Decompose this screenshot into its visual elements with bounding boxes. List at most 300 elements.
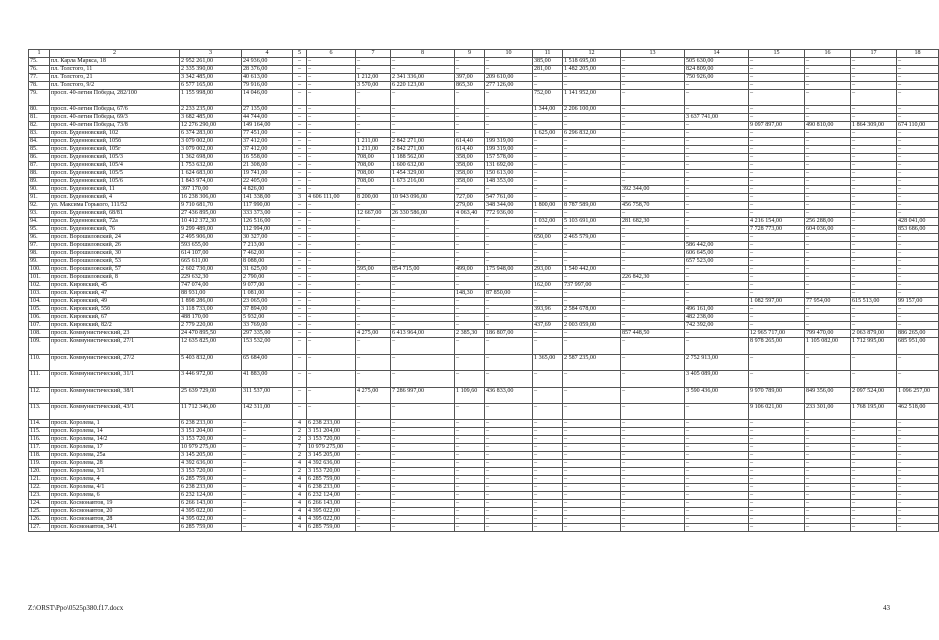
value-cell: – bbox=[242, 484, 293, 492]
value-cell: – bbox=[356, 298, 391, 306]
value-cell: 6 238 233,00 bbox=[307, 484, 356, 492]
value-cell: – bbox=[391, 371, 455, 387]
value-cell: – bbox=[533, 338, 563, 354]
value-cell: – bbox=[455, 298, 485, 306]
value-cell: 747 074,00 bbox=[180, 282, 242, 290]
value-cell: – bbox=[897, 460, 939, 468]
row-number-cell: 86. bbox=[29, 154, 50, 162]
table-row bbox=[29, 234, 939, 242]
value-cell: – bbox=[485, 122, 533, 130]
value-cell: – bbox=[356, 371, 391, 387]
value-cell: – bbox=[356, 338, 391, 354]
value-cell: 750 926,00 bbox=[685, 74, 749, 82]
value-cell: – bbox=[356, 186, 391, 194]
value-cell: 10 943 096,00 bbox=[391, 194, 455, 202]
row-number-cell: 93. bbox=[29, 210, 50, 218]
value-cell: – bbox=[307, 274, 356, 282]
value-cell: 614,40 bbox=[455, 146, 485, 154]
value-cell: – bbox=[749, 154, 805, 162]
value-cell: – bbox=[485, 274, 533, 282]
table-row bbox=[29, 90, 939, 106]
table-row bbox=[29, 74, 939, 82]
value-cell: – bbox=[293, 146, 307, 154]
value-cell: – bbox=[805, 290, 851, 298]
value-cell: – bbox=[485, 500, 533, 508]
value-cell: – bbox=[356, 90, 391, 106]
value-cell: 3 079 002,00 bbox=[180, 146, 242, 154]
value-cell: 708,00 bbox=[356, 178, 391, 186]
value-cell: – bbox=[307, 371, 356, 387]
value-cell: – bbox=[897, 162, 939, 170]
value-cell: 1 454 329,00 bbox=[391, 170, 455, 178]
value-cell: – bbox=[563, 330, 621, 338]
value-cell: – bbox=[621, 444, 685, 452]
address-cell: просп. Коммунистический, 27/2 bbox=[50, 354, 180, 370]
value-cell: – bbox=[563, 274, 621, 282]
value-cell: – bbox=[391, 282, 455, 290]
address-cell: просп. Королева, 14 bbox=[50, 428, 180, 436]
value-cell: – bbox=[307, 226, 356, 234]
value-cell: – bbox=[356, 202, 391, 210]
row-number-cell: 125. bbox=[29, 508, 50, 516]
value-cell: 397,00 bbox=[455, 74, 485, 82]
value-cell: – bbox=[356, 218, 391, 226]
value-cell: – bbox=[563, 146, 621, 154]
value-cell: – bbox=[897, 314, 939, 322]
value-cell: 1 096 257,00 bbox=[897, 387, 939, 403]
table-row bbox=[29, 484, 939, 492]
value-cell: – bbox=[293, 178, 307, 186]
value-cell: 186 807,00 bbox=[485, 330, 533, 338]
value-cell: 4 826,00 bbox=[242, 186, 293, 194]
value-cell: – bbox=[455, 242, 485, 250]
address-cell: ул. Максима Горького, 111/52 bbox=[50, 202, 180, 210]
value-cell: – bbox=[749, 322, 805, 330]
address-cell: просп. 40-летия Победы, 73/8 bbox=[50, 122, 180, 130]
value-cell: 8 200,00 bbox=[356, 194, 391, 202]
value-cell: – bbox=[897, 210, 939, 218]
value-cell: – bbox=[621, 468, 685, 476]
value-cell: 4 bbox=[293, 516, 307, 524]
value-cell: – bbox=[897, 234, 939, 242]
value-cell: – bbox=[242, 476, 293, 484]
value-cell: – bbox=[621, 387, 685, 403]
value-cell: 16 238 306,00 bbox=[180, 194, 242, 202]
value-cell: – bbox=[749, 371, 805, 387]
value-cell: – bbox=[455, 58, 485, 66]
value-cell: 6 232 124,00 bbox=[180, 492, 242, 500]
address-cell: просп. Буденновский, 68/81 bbox=[50, 210, 180, 218]
value-cell: – bbox=[485, 106, 533, 114]
table-row bbox=[29, 420, 939, 428]
address-cell: просп. Королева, 4/1 bbox=[50, 484, 180, 492]
value-cell: – bbox=[485, 492, 533, 500]
table-row bbox=[29, 387, 939, 403]
value-cell: – bbox=[356, 444, 391, 452]
address-cell: просп. Буденновский, 76 bbox=[50, 226, 180, 234]
value-cell: 4 bbox=[293, 420, 307, 428]
value-cell: – bbox=[685, 524, 749, 532]
value-cell: – bbox=[455, 106, 485, 114]
value-cell: 3 153 720,00 bbox=[307, 436, 356, 444]
value-cell: 2 206 100,00 bbox=[563, 106, 621, 114]
value-cell: – bbox=[685, 420, 749, 428]
value-cell: – bbox=[749, 516, 805, 524]
value-cell: – bbox=[805, 138, 851, 146]
value-cell: – bbox=[455, 258, 485, 266]
value-cell: 77 954,00 bbox=[805, 298, 851, 306]
value-cell: 505 630,00 bbox=[685, 58, 749, 66]
value-cell: – bbox=[533, 460, 563, 468]
table-row bbox=[29, 354, 939, 370]
value-cell: – bbox=[621, 162, 685, 170]
value-cell: – bbox=[293, 138, 307, 146]
value-cell: – bbox=[897, 452, 939, 460]
value-cell: – bbox=[851, 524, 897, 532]
value-cell: – bbox=[749, 210, 805, 218]
row-number-cell: 81. bbox=[29, 114, 50, 122]
row-number-cell: 109. bbox=[29, 338, 50, 354]
value-cell: – bbox=[293, 186, 307, 194]
value-cell: – bbox=[533, 210, 563, 218]
value-cell: 1 624 683,00 bbox=[180, 170, 242, 178]
value-cell: – bbox=[455, 371, 485, 387]
value-cell: – bbox=[621, 306, 685, 314]
value-cell: – bbox=[455, 314, 485, 322]
address-cell: просп. Королева, 3/1 bbox=[50, 468, 180, 476]
column-number-cell: 4 bbox=[242, 50, 293, 58]
row-number-cell: 87. bbox=[29, 162, 50, 170]
value-cell: – bbox=[307, 282, 356, 290]
value-cell: 7 213,00 bbox=[242, 242, 293, 250]
value-cell: 4 bbox=[293, 500, 307, 508]
table-row bbox=[29, 274, 939, 282]
address-cell: просп. Буденновский, 105/3 bbox=[50, 154, 180, 162]
value-cell: 488 170,00 bbox=[180, 314, 242, 322]
footer-file-path: Z:\ORST\Ppo\0525p380.f17.docx bbox=[28, 604, 124, 612]
value-cell: – bbox=[749, 306, 805, 314]
table-row bbox=[29, 500, 939, 508]
value-cell: 19 741,00 bbox=[242, 170, 293, 178]
value-cell: – bbox=[897, 130, 939, 138]
value-cell: – bbox=[851, 371, 897, 387]
value-cell: – bbox=[851, 436, 897, 444]
address-cell: просп. Кировский, 47 bbox=[50, 290, 180, 298]
value-cell: – bbox=[685, 452, 749, 460]
value-cell: – bbox=[805, 178, 851, 186]
value-cell: 7 286 997,00 bbox=[391, 387, 455, 403]
value-cell: – bbox=[485, 420, 533, 428]
value-cell: – bbox=[621, 90, 685, 106]
value-cell: – bbox=[685, 484, 749, 492]
value-cell: 1 081,00 bbox=[242, 290, 293, 298]
value-cell: – bbox=[356, 468, 391, 476]
table-row bbox=[29, 58, 939, 66]
value-cell: – bbox=[293, 226, 307, 234]
row-number-cell: 115. bbox=[29, 428, 50, 436]
value-cell: – bbox=[563, 162, 621, 170]
value-cell: – bbox=[749, 234, 805, 242]
value-cell: – bbox=[455, 500, 485, 508]
value-cell: – bbox=[293, 74, 307, 82]
table-row bbox=[29, 314, 939, 322]
value-cell: – bbox=[533, 452, 563, 460]
value-cell: 1 625,00 bbox=[533, 130, 563, 138]
table-row bbox=[29, 210, 939, 218]
value-cell: – bbox=[485, 58, 533, 66]
value-cell: 79 916,00 bbox=[242, 82, 293, 90]
row-number-cell: 95. bbox=[29, 226, 50, 234]
value-cell: – bbox=[533, 314, 563, 322]
column-number-cell: 9 bbox=[455, 50, 485, 58]
value-cell: – bbox=[805, 436, 851, 444]
value-cell: – bbox=[805, 202, 851, 210]
table-row bbox=[29, 436, 939, 444]
value-cell: – bbox=[805, 354, 851, 370]
value-cell: 142 311,00 bbox=[242, 403, 293, 419]
value-cell: – bbox=[455, 186, 485, 194]
value-cell: 4 392 636,00 bbox=[307, 460, 356, 468]
value-cell: – bbox=[897, 516, 939, 524]
value-cell: – bbox=[455, 468, 485, 476]
value-cell: – bbox=[851, 226, 897, 234]
page-number: 43 bbox=[883, 604, 890, 612]
value-cell: – bbox=[533, 428, 563, 436]
value-cell: – bbox=[851, 460, 897, 468]
table-row bbox=[29, 162, 939, 170]
value-cell: 281,00 bbox=[533, 66, 563, 74]
value-cell: 6 285 759,00 bbox=[307, 524, 356, 532]
value-cell: – bbox=[897, 282, 939, 290]
value-cell: – bbox=[455, 403, 485, 419]
value-cell: 2 465 579,00 bbox=[563, 234, 621, 242]
value-cell: 256 288,00 bbox=[805, 218, 851, 226]
value-cell: – bbox=[621, 66, 685, 74]
value-cell: 157 578,00 bbox=[485, 154, 533, 162]
address-cell: просп. Королева, 1 bbox=[50, 420, 180, 428]
document-sheet bbox=[28, 49, 930, 532]
value-cell: 3 145 205,00 bbox=[180, 452, 242, 460]
value-cell: 3 153 720,00 bbox=[180, 436, 242, 444]
value-cell: – bbox=[621, 234, 685, 242]
address-cell: просп. 40-летия Победы, 282/100 bbox=[50, 90, 180, 106]
address-cell: просп. Буденновский, 105б bbox=[50, 138, 180, 146]
value-cell: – bbox=[356, 460, 391, 468]
row-number-cell: 82. bbox=[29, 122, 50, 130]
value-cell: – bbox=[533, 371, 563, 387]
row-number-cell: 123. bbox=[29, 492, 50, 500]
value-cell: – bbox=[685, 82, 749, 90]
value-cell: 2 584 678,00 bbox=[563, 306, 621, 314]
value-cell: – bbox=[455, 354, 485, 370]
value-cell: 490 810,00 bbox=[805, 122, 851, 130]
column-number-cell: 17 bbox=[851, 50, 897, 58]
row-number-cell: 99. bbox=[29, 258, 50, 266]
value-cell: – bbox=[293, 242, 307, 250]
value-cell: – bbox=[621, 484, 685, 492]
address-cell: просп. Королева, 25a bbox=[50, 452, 180, 460]
value-cell: 14 046,00 bbox=[242, 90, 293, 106]
value-cell: – bbox=[356, 500, 391, 508]
column-number-cell: 6 bbox=[307, 50, 356, 58]
value-cell: – bbox=[307, 266, 356, 274]
value-cell: – bbox=[485, 226, 533, 234]
value-cell: 9 077,00 bbox=[242, 282, 293, 290]
value-cell: – bbox=[391, 500, 455, 508]
value-cell: – bbox=[455, 338, 485, 354]
value-cell: – bbox=[621, 138, 685, 146]
value-cell: – bbox=[356, 106, 391, 114]
value-cell: – bbox=[391, 452, 455, 460]
value-cell: – bbox=[851, 282, 897, 290]
value-cell: 4 275,00 bbox=[356, 387, 391, 403]
value-cell: – bbox=[749, 106, 805, 114]
value-cell: – bbox=[485, 508, 533, 516]
value-cell: – bbox=[851, 290, 897, 298]
value-cell: – bbox=[485, 452, 533, 460]
value-cell: – bbox=[242, 468, 293, 476]
value-cell: 462 518,00 bbox=[897, 403, 939, 419]
value-cell: – bbox=[533, 492, 563, 500]
value-cell: – bbox=[851, 258, 897, 266]
value-cell: – bbox=[485, 524, 533, 532]
value-cell: – bbox=[307, 290, 356, 298]
value-cell: – bbox=[242, 508, 293, 516]
value-cell: – bbox=[563, 186, 621, 194]
value-cell: – bbox=[749, 66, 805, 74]
value-cell: – bbox=[485, 66, 533, 74]
value-cell: 7 728 773,00 bbox=[749, 226, 805, 234]
row-number-cell: 75. bbox=[29, 58, 50, 66]
value-cell: 65 684,00 bbox=[242, 354, 293, 370]
table-row bbox=[29, 258, 939, 266]
value-cell: – bbox=[621, 258, 685, 266]
value-cell: – bbox=[897, 258, 939, 266]
value-cell: – bbox=[685, 290, 749, 298]
value-cell: – bbox=[356, 492, 391, 500]
value-cell: – bbox=[897, 508, 939, 516]
value-cell: – bbox=[685, 436, 749, 444]
row-number-cell: 119. bbox=[29, 460, 50, 468]
value-cell: – bbox=[485, 186, 533, 194]
value-cell: – bbox=[455, 322, 485, 330]
value-cell: 358,00 bbox=[455, 178, 485, 186]
value-cell: 10 979 275,00 bbox=[307, 444, 356, 452]
value-cell: – bbox=[805, 500, 851, 508]
value-cell: – bbox=[563, 154, 621, 162]
value-cell: – bbox=[685, 266, 749, 274]
value-cell: 824 809,00 bbox=[685, 66, 749, 74]
value-cell: – bbox=[485, 242, 533, 250]
value-cell: – bbox=[242, 492, 293, 500]
value-cell: – bbox=[391, 66, 455, 74]
value-cell: – bbox=[621, 74, 685, 82]
value-cell: – bbox=[455, 476, 485, 484]
table-row bbox=[29, 202, 939, 210]
table-row bbox=[29, 452, 939, 460]
value-cell: – bbox=[897, 290, 939, 298]
column-number-cell: 7 bbox=[356, 50, 391, 58]
value-cell: – bbox=[391, 298, 455, 306]
value-cell: 4 bbox=[293, 508, 307, 516]
row-number-cell: 83. bbox=[29, 130, 50, 138]
row-number-cell: 94. bbox=[29, 218, 50, 226]
value-cell: 8 787 589,00 bbox=[563, 202, 621, 210]
value-cell: 148 353,00 bbox=[485, 178, 533, 186]
value-cell: 41 883,00 bbox=[242, 371, 293, 387]
value-cell: – bbox=[897, 428, 939, 436]
value-cell: – bbox=[293, 403, 307, 419]
row-number-cell: 121. bbox=[29, 476, 50, 484]
value-cell: 27 436 895,00 bbox=[180, 210, 242, 218]
value-cell: – bbox=[685, 146, 749, 154]
row-number-cell: 100. bbox=[29, 266, 50, 274]
value-cell: – bbox=[242, 444, 293, 452]
value-cell: – bbox=[307, 162, 356, 170]
table-row bbox=[29, 306, 939, 314]
value-cell: – bbox=[897, 106, 939, 114]
row-number-cell: 122. bbox=[29, 484, 50, 492]
value-cell: – bbox=[391, 258, 455, 266]
row-number-cell: 124. bbox=[29, 500, 50, 508]
value-cell: – bbox=[621, 338, 685, 354]
value-cell: – bbox=[749, 58, 805, 66]
value-cell: 2 bbox=[293, 468, 307, 476]
value-cell: 10 412 372,30 bbox=[180, 218, 242, 226]
value-cell: – bbox=[851, 130, 897, 138]
value-cell: 12 276 290,00 bbox=[180, 122, 242, 130]
value-cell: – bbox=[563, 258, 621, 266]
value-cell: – bbox=[685, 202, 749, 210]
value-cell: – bbox=[533, 258, 563, 266]
value-cell: – bbox=[356, 420, 391, 428]
value-cell: – bbox=[749, 194, 805, 202]
table-row bbox=[29, 322, 939, 330]
value-cell: – bbox=[293, 82, 307, 90]
value-cell: – bbox=[685, 210, 749, 218]
value-cell: – bbox=[851, 218, 897, 226]
value-cell: – bbox=[621, 354, 685, 370]
value-cell: 857 448,50 bbox=[621, 330, 685, 338]
value-cell: – bbox=[805, 524, 851, 532]
value-cell: – bbox=[851, 58, 897, 66]
value-cell: – bbox=[805, 66, 851, 74]
value-cell: – bbox=[851, 242, 897, 250]
value-cell: – bbox=[749, 484, 805, 492]
value-cell: 849 356,00 bbox=[805, 387, 851, 403]
value-cell: – bbox=[563, 338, 621, 354]
value-cell: – bbox=[391, 250, 455, 258]
column-number-cell: 18 bbox=[897, 50, 939, 58]
value-cell: – bbox=[897, 476, 939, 484]
value-cell: – bbox=[805, 162, 851, 170]
value-cell: – bbox=[533, 290, 563, 298]
value-cell: – bbox=[805, 154, 851, 162]
value-cell: – bbox=[563, 476, 621, 484]
value-cell: 6 285 759,00 bbox=[180, 476, 242, 484]
value-cell: – bbox=[533, 524, 563, 532]
value-cell: – bbox=[563, 314, 621, 322]
value-cell: – bbox=[533, 226, 563, 234]
value-cell: – bbox=[749, 508, 805, 516]
value-cell: – bbox=[749, 170, 805, 178]
value-cell: – bbox=[391, 354, 455, 370]
value-cell: – bbox=[293, 130, 307, 138]
value-cell: – bbox=[805, 242, 851, 250]
value-cell: – bbox=[485, 322, 533, 330]
table-row bbox=[29, 476, 939, 484]
value-cell: 37 894,00 bbox=[242, 306, 293, 314]
